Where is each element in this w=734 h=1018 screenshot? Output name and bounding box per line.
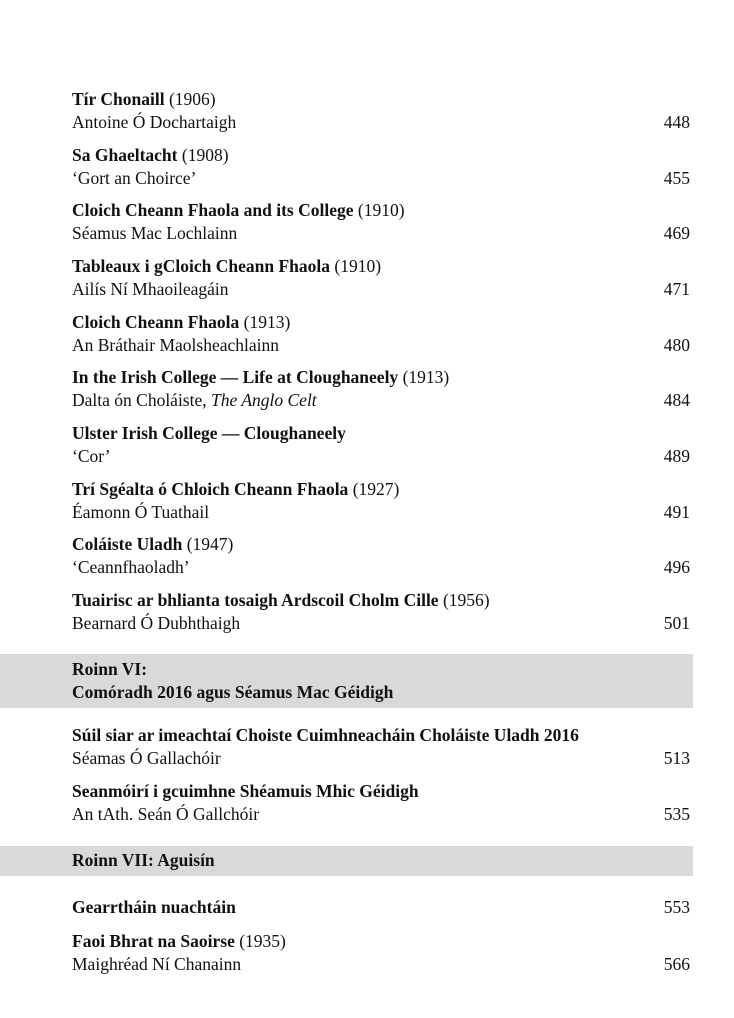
section-header-roinn-vii	[0, 846, 693, 876]
toc-entry	[72, 199, 690, 245]
entry-author: Séamas Ó Gallachóir 513	[72, 748, 690, 768]
toc-entry	[72, 589, 690, 635]
entry-title: Tír Chonaill (1906)	[72, 89, 216, 109]
section-label: Roinn VI:	[72, 659, 148, 679]
page-number: 484	[663, 390, 690, 410]
toc-entry	[72, 311, 690, 357]
page-number: 455	[663, 168, 690, 188]
toc-entry	[72, 896, 690, 919]
entry-author: Ailís Ní Mhaoileagáin 471	[72, 279, 690, 299]
toc-entry	[72, 780, 690, 826]
entry-author: An tAth. Seán Ó Gallchóir 535	[72, 804, 690, 824]
page-number: 535	[663, 804, 690, 824]
entry-author: ‘Gort an Choirce’ 455	[72, 168, 690, 188]
page-number: 471	[663, 279, 690, 299]
entry-title: Coláiste Uladh (1947)	[72, 534, 234, 554]
page-number: 469	[663, 223, 690, 243]
page-number: 513	[663, 748, 690, 768]
toc-entry	[72, 255, 690, 301]
entry-title: In the Irish College — Life at Cloughaneely (1913)	[72, 367, 450, 387]
entry-title: Sa Ghaeltacht (1908)	[72, 145, 229, 165]
entry-title: Trí Sgéalta ó Chloich Cheann Fhaola (1927)	[72, 479, 400, 499]
entry-author: Séamus Mac Lochlainn 469	[72, 223, 690, 243]
toc-entry	[72, 366, 690, 412]
page-number: 566	[663, 954, 690, 974]
page-number: 501	[663, 613, 690, 633]
toc-entry	[72, 88, 690, 134]
page-number: 496	[663, 557, 690, 577]
entry-author: An Bráthair Maolsheachlainn 480	[72, 335, 690, 355]
toc-entry	[72, 533, 690, 579]
entry-author: Dalta ón Choláiste, The Anglo Celt 484	[72, 390, 690, 410]
toc-entry	[72, 724, 690, 770]
section-title: Roinn VII: Aguisín	[72, 850, 215, 870]
page-number: 491	[663, 502, 690, 522]
page-number: 553	[663, 897, 690, 917]
entry-author: Bearnard Ó Dubhthaigh 501	[72, 613, 690, 633]
entry-title: Faoi Bhrat na Saoirse (1935)	[72, 931, 286, 951]
section-header-roinn-vi	[0, 654, 693, 708]
entry-title: Ulster Irish College — Cloughaneely	[72, 423, 346, 443]
entry-title: Gearrtháin nuachtáin 553	[72, 897, 690, 917]
entry-author: Éamonn Ó Tuathail 491	[72, 502, 690, 522]
page-number: 489	[663, 446, 690, 466]
toc-entry	[72, 422, 690, 468]
entry-author: Maighréad Ní Chanainn 566	[72, 954, 690, 974]
entry-title: Cloich Cheann Fhaola and its College (1910)	[72, 200, 405, 220]
entry-title: Tuairisc ar bhlianta tosaigh Ardscoil Cholm Cille (1956)	[72, 590, 490, 610]
entry-title: Seanmóirí i gcuimhne Shéamuis Mhic Géidigh	[72, 781, 419, 801]
page-number: 480	[663, 335, 690, 355]
toc-entry	[72, 478, 690, 524]
entry-author: Antoine Ó Dochartaigh 448	[72, 112, 690, 132]
entry-author: ‘Ceannfhaoladh’ 496	[72, 557, 690, 577]
entry-title: Cloich Cheann Fhaola (1913)	[72, 312, 291, 332]
toc-entry	[72, 930, 690, 976]
toc-entry	[72, 144, 690, 190]
page-number: 448	[663, 112, 690, 132]
section-title: Comóradh 2016 agus Séamus Mac Géidigh	[72, 682, 394, 702]
entry-title: Súil siar ar imeachtaí Choiste Cuimhneacháin Choláiste Uladh 2016	[72, 725, 579, 745]
entry-author: ‘Cor’ 489	[72, 446, 690, 466]
entry-title: Tableaux i gCloich Cheann Fhaola (1910)	[72, 256, 382, 276]
